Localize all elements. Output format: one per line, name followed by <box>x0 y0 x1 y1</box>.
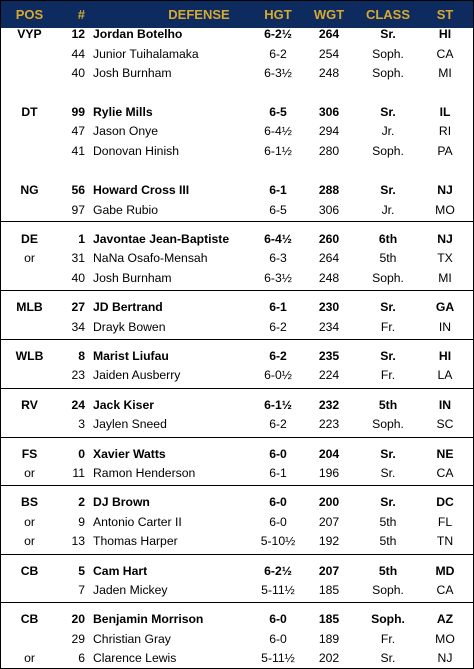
cell-weight: 260 <box>318 232 340 246</box>
cell-class: Sr. <box>380 349 396 363</box>
cell-height: 6-0 <box>269 495 287 509</box>
cell-number: 3 <box>78 417 85 431</box>
cell-state: HI <box>438 27 452 41</box>
cell-number: 29 <box>71 632 85 646</box>
group-divider <box>1 290 473 291</box>
header-height: HGT <box>264 7 292 22</box>
cell-number: 2 <box>78 495 85 509</box>
cell-pos: or <box>24 251 35 265</box>
cell-weight: 306 <box>318 105 340 119</box>
header-number: # <box>77 7 85 22</box>
cell-pos: VYP <box>17 27 42 41</box>
cell-class: Soph. <box>372 66 404 80</box>
cell-class: Soph. <box>372 583 404 597</box>
cell-weight: 306 <box>318 203 340 217</box>
cell-weight: 230 <box>318 300 340 314</box>
cell-state: NJ <box>437 183 453 197</box>
table-row <box>1 630 473 650</box>
cell-number: 56 <box>71 183 85 197</box>
cell-number: 27 <box>71 300 85 314</box>
cell-number: 31 <box>71 251 85 265</box>
cell-name: Benjamin Morrison <box>93 612 204 626</box>
cell-state: CA <box>436 47 454 61</box>
cell-number: 1 <box>78 232 85 246</box>
cell-weight: 196 <box>318 466 340 480</box>
cell-pos: NG <box>20 183 39 197</box>
group-divider <box>1 554 473 555</box>
cell-height: 6-2 <box>269 320 287 334</box>
cell-height: 6-2½ <box>264 27 292 41</box>
cell-pos: RV <box>21 398 38 412</box>
cell-state: SC <box>436 417 454 431</box>
cell-number: 11 <box>72 466 85 480</box>
cell-name: Drayk Bowen <box>93 320 166 334</box>
cell-weight: 254 <box>318 47 340 61</box>
cell-class: 6th <box>378 232 398 246</box>
cell-weight: 264 <box>318 27 340 41</box>
group-divider <box>1 485 473 486</box>
table-row <box>1 366 473 386</box>
cell-state: IN <box>438 320 452 334</box>
cell-name: Jordan Botelho <box>93 27 183 41</box>
cell-height: 5-11½ <box>261 583 295 597</box>
cell-state: MO <box>435 203 455 217</box>
cell-name: JD Bertrand <box>93 300 163 314</box>
cell-weight: 185 <box>318 612 340 626</box>
cell-number: 9 <box>78 515 85 529</box>
header-state: ST <box>436 7 454 22</box>
cell-state: CA <box>436 583 454 597</box>
cell-pos: MLB <box>16 300 43 314</box>
cell-pos: CB <box>20 612 39 626</box>
cell-name: Antonio Carter II <box>93 515 182 529</box>
cell-class: Sr. <box>380 651 396 665</box>
cell-class: Sr. <box>380 447 396 461</box>
table-row <box>1 493 473 513</box>
table-row <box>1 513 473 533</box>
cell-pos: CB <box>20 564 39 578</box>
cell-weight: 234 <box>318 320 340 334</box>
cell-pos: DT <box>21 105 38 119</box>
table-row <box>1 181 473 201</box>
cell-class: 5th <box>379 251 397 265</box>
cell-name: DJ Brown <box>93 495 150 509</box>
cell-class: Soph. <box>372 144 404 158</box>
cell-state: MI <box>438 66 452 80</box>
cell-pos: WLB <box>15 349 44 363</box>
table-row <box>1 347 473 367</box>
cell-pos: or <box>24 534 35 548</box>
table-row <box>1 249 473 269</box>
header-class: CLASS <box>365 7 411 22</box>
cell-name: Jaden Mickey <box>93 583 168 597</box>
cell-state: IN <box>438 398 452 412</box>
cell-name: Christian Gray <box>93 632 171 646</box>
cell-height: 6-3½ <box>264 271 292 285</box>
cell-pos: DE <box>21 232 38 246</box>
cell-name: Jack Kiser <box>93 398 154 412</box>
cell-height: 6-1 <box>269 183 287 197</box>
cell-number: 41 <box>71 144 85 158</box>
cell-name: NaNa Osafo-Mensah <box>93 251 208 265</box>
table-row <box>1 25 473 45</box>
cell-height: 5-11½ <box>261 651 295 665</box>
cell-weight: 202 <box>318 651 340 665</box>
cell-number: 40 <box>71 271 85 285</box>
cell-class: Fr. <box>380 320 396 334</box>
cell-number: 34 <box>71 320 85 334</box>
cell-height: 6-3½ <box>264 66 292 80</box>
header-weight: WGT <box>313 7 345 22</box>
cell-state: AZ <box>436 612 454 626</box>
cell-state: FL <box>437 515 453 529</box>
cell-pos: or <box>24 515 35 529</box>
cell-number: 97 <box>71 203 85 217</box>
cell-state: GA <box>435 300 455 314</box>
header-defense: DEFENSE <box>168 7 230 22</box>
cell-height: 6-1 <box>269 300 287 314</box>
cell-height: 5-10½ <box>260 534 296 548</box>
cell-height: 6-1½ <box>264 398 292 412</box>
cell-class: Soph. <box>372 271 404 285</box>
cell-name: Xavier Watts <box>93 447 166 461</box>
cell-name: Clarence Lewis <box>93 651 177 665</box>
cell-class: 5th <box>379 534 397 548</box>
cell-number: 0 <box>78 447 85 461</box>
cell-number: 13 <box>71 534 85 548</box>
cell-number: 8 <box>78 349 85 363</box>
header-pos: POS <box>15 7 44 22</box>
cell-name: Donovan Hinish <box>93 144 180 158</box>
cell-number: 47 <box>71 124 85 138</box>
cell-name: Jason Onye <box>93 124 159 138</box>
cell-class: Sr. <box>380 495 396 509</box>
table-row <box>1 610 473 630</box>
cell-class: Fr. <box>380 368 396 382</box>
cell-weight: 204 <box>318 447 340 461</box>
cell-weight: 232 <box>318 398 340 412</box>
cell-class: Sr. <box>380 183 396 197</box>
group-divider <box>1 437 473 438</box>
cell-weight: 288 <box>318 183 340 197</box>
cell-state: MO <box>435 632 455 646</box>
table-row <box>1 298 473 318</box>
table-row <box>1 396 473 416</box>
cell-weight: 248 <box>318 271 340 285</box>
cell-number: 24 <box>71 398 85 412</box>
cell-height: 6-1½ <box>264 144 292 158</box>
cell-weight: 200 <box>318 495 340 509</box>
cell-name: Cam Hart <box>93 564 148 578</box>
cell-class: Sr. <box>380 105 396 119</box>
table-row <box>1 532 473 552</box>
cell-weight: 280 <box>318 144 340 158</box>
table-row <box>1 201 473 221</box>
cell-class: Sr. <box>380 27 396 41</box>
cell-number: 5 <box>78 564 85 578</box>
cell-height: 6-2 <box>269 417 287 431</box>
cell-state: MI <box>438 271 452 285</box>
group-divider <box>1 221 473 222</box>
cell-weight: 248 <box>318 66 340 80</box>
cell-weight: 185 <box>318 583 340 597</box>
table-row <box>1 464 473 484</box>
cell-height: 6-0 <box>269 515 287 529</box>
cell-pos: FS <box>21 447 38 461</box>
cell-name: Junior Tuihalamaka <box>93 47 199 61</box>
table-row <box>1 122 473 142</box>
group-divider <box>1 339 473 340</box>
cell-state: LA <box>437 368 453 382</box>
cell-state: RI <box>438 124 452 138</box>
cell-height: 6-2½ <box>264 564 292 578</box>
cell-name: Josh Burnham <box>93 271 172 285</box>
table-row <box>1 562 473 582</box>
cell-height: 6-0 <box>269 447 287 461</box>
cell-state: NJ <box>437 651 453 665</box>
cell-weight: 235 <box>318 349 340 363</box>
cell-name: Ramon Henderson <box>93 466 196 480</box>
cell-state: CA <box>436 466 454 480</box>
cell-height: 6-4½ <box>264 232 292 246</box>
cell-height: 6-5 <box>269 203 287 217</box>
table-row <box>1 649 473 669</box>
cell-state: TX <box>437 251 453 265</box>
cell-class: Sr. <box>380 300 396 314</box>
cell-class: Fr. <box>380 632 396 646</box>
cell-class: Sr. <box>380 466 396 480</box>
cell-weight: 207 <box>318 564 340 578</box>
cell-height: 6-5 <box>269 105 287 119</box>
cell-pos: or <box>24 466 35 480</box>
cell-number: 7 <box>78 583 85 597</box>
cell-state: IL <box>439 105 451 119</box>
table-row <box>1 142 473 162</box>
cell-pos: BS <box>21 495 38 509</box>
cell-number: 40 <box>71 66 85 80</box>
cell-height: 6-3 <box>269 251 287 265</box>
cell-name: Jaylen Sneed <box>93 417 167 431</box>
cell-class: 5th <box>379 515 397 529</box>
cell-state: NJ <box>437 232 453 246</box>
cell-class: 5th <box>378 398 398 412</box>
cell-number: 99 <box>71 105 85 119</box>
cell-name: Gabe Rubio <box>93 203 159 217</box>
cell-name: Thomas Harper <box>93 534 178 548</box>
cell-number: 6 <box>78 651 85 665</box>
cell-height: 6-2 <box>269 47 287 61</box>
cell-class: 5th <box>378 564 398 578</box>
cell-height: 6-1 <box>269 466 287 480</box>
group-divider <box>1 602 473 603</box>
group-divider <box>1 388 473 389</box>
cell-name: Javontae Jean-Baptiste <box>93 232 230 246</box>
cell-name: Howard Cross III <box>93 183 190 197</box>
cell-state: PA <box>437 144 453 158</box>
cell-name: Marist Liufau <box>93 349 169 363</box>
cell-weight: 223 <box>318 417 340 431</box>
cell-height: 6-2 <box>269 349 287 363</box>
cell-weight: 294 <box>318 124 340 138</box>
cell-class: Soph. <box>372 47 404 61</box>
cell-weight: 224 <box>318 368 340 382</box>
cell-height: 6-0½ <box>264 368 292 382</box>
table-row <box>1 45 473 65</box>
cell-number: 44 <box>71 47 85 61</box>
cell-pos: or <box>24 651 35 665</box>
table-row <box>1 269 473 289</box>
cell-name: Jaiden Ausberry <box>93 368 181 382</box>
cell-height: 6-0 <box>269 612 287 626</box>
table-row <box>1 230 473 250</box>
header-row <box>1 1 473 28</box>
cell-class: Soph. <box>371 612 405 626</box>
cell-state: NE <box>436 447 454 461</box>
cell-name: Josh Burnham <box>93 66 172 80</box>
cell-name: Rylie Mills <box>93 105 153 119</box>
table-row <box>1 64 473 84</box>
cell-state: TN <box>436 534 454 548</box>
cell-class: Soph. <box>372 417 404 431</box>
cell-weight: 207 <box>318 515 340 529</box>
cell-number: 20 <box>71 612 85 626</box>
cell-weight: 192 <box>318 534 340 548</box>
table-row <box>1 415 473 435</box>
cell-class: Jr. <box>381 203 395 217</box>
table-row <box>1 103 473 123</box>
cell-number: 12 <box>71 27 85 41</box>
cell-weight: 189 <box>318 632 340 646</box>
cell-number: 23 <box>71 368 85 382</box>
cell-height: 6-0 <box>269 632 287 646</box>
cell-state: MD <box>435 564 455 578</box>
cell-class: Jr. <box>381 124 395 138</box>
cell-weight: 264 <box>318 251 340 265</box>
table-row <box>1 445 473 465</box>
table-row <box>1 318 473 338</box>
cell-state: HI <box>438 349 452 363</box>
table-row <box>1 581 473 601</box>
cell-height: 6-4½ <box>264 124 292 138</box>
cell-state: DC <box>436 495 454 509</box>
